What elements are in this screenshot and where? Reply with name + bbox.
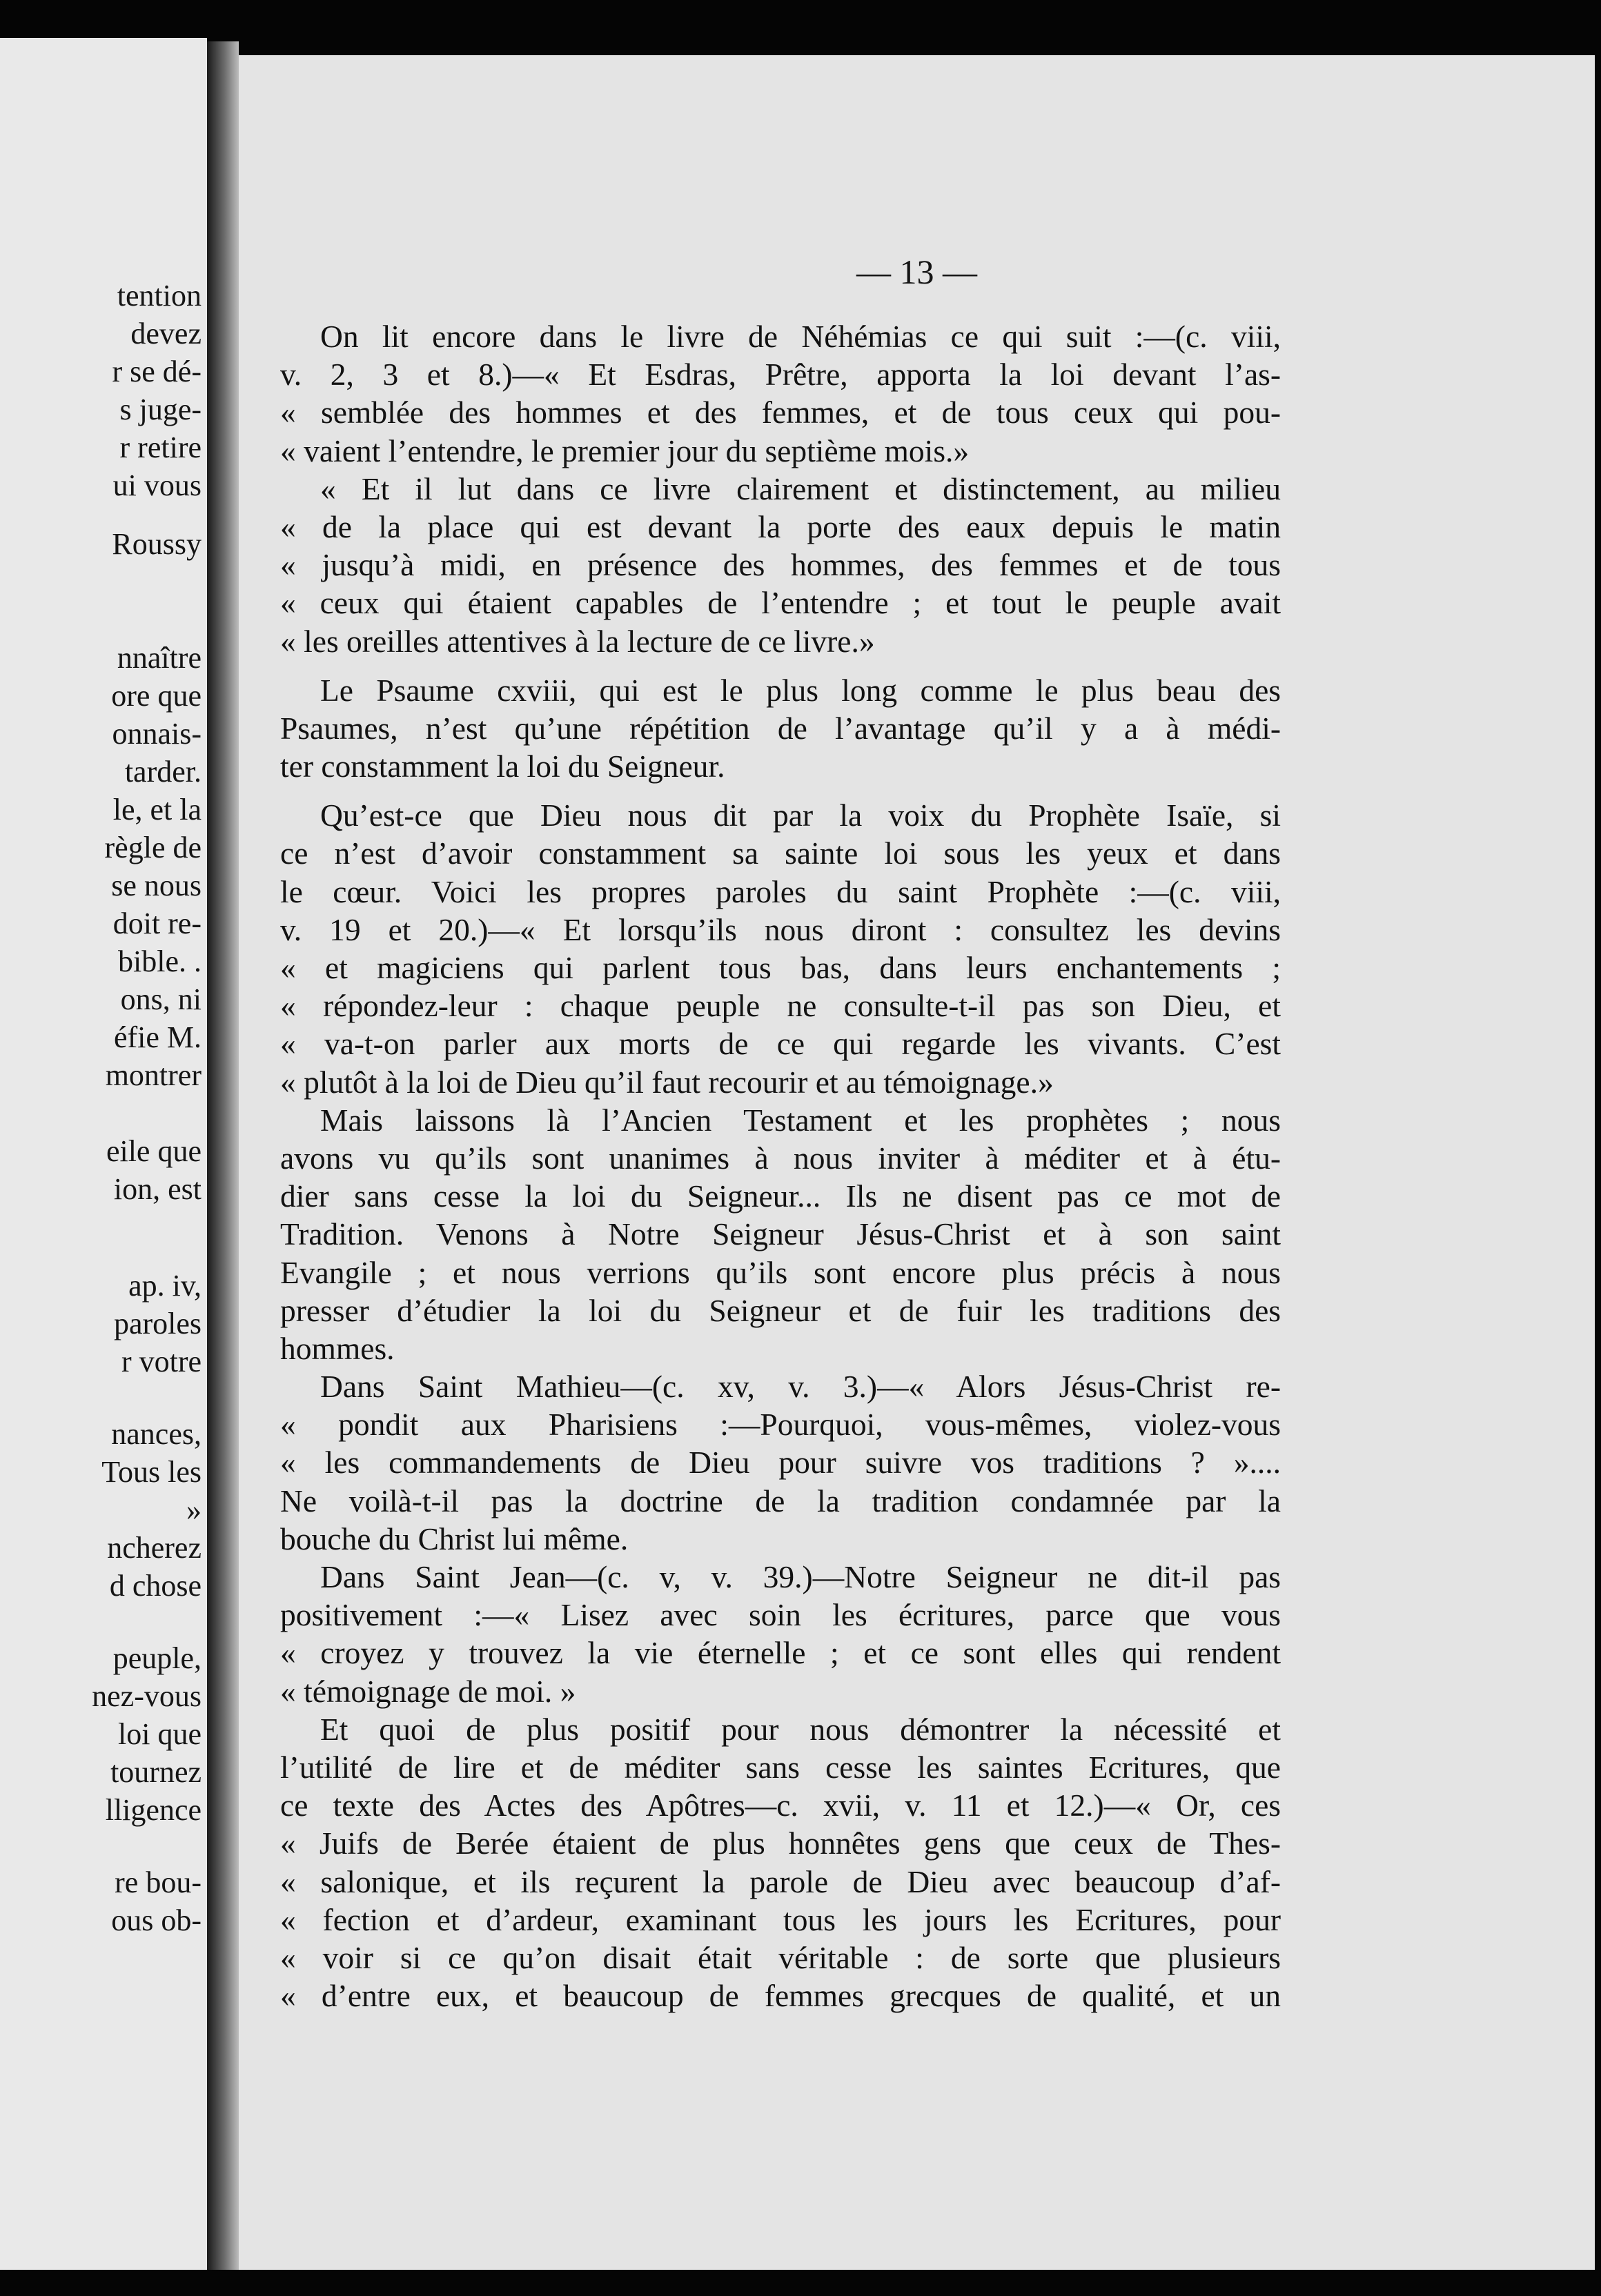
left-page-line: nances,: [111, 1417, 202, 1451]
text-line: « Et il lut dans ce livre clairement et distinctement, au milieu: [320, 471, 1281, 506]
text-line: « semblée des hommes et des femmes, et de tous ceux qui pou-: [280, 395, 1281, 430]
text-line: « jusqu’à midi, en présence des hommes, des femmes et de tous: [280, 547, 1281, 583]
left-page-edge: [0, 38, 207, 2270]
text-line: dier sans cesse la loi du Seigneur... Ils ne disent pas ce mot de: [280, 1178, 1281, 1214]
left-page-line: r retire: [119, 430, 202, 464]
text-line: ce n’est d’avoir constamment sa sainte loi sous les yeux et dans: [280, 835, 1281, 871]
text-line: l’utilité de lire et de méditer sans cesse les saintes Ecritures, que: [280, 1749, 1281, 1785]
text-line: « croyez y trouvez la vie éternelle ; et ce sont elles qui rendent: [280, 1635, 1281, 1671]
left-page-line: éfie M.: [113, 1020, 202, 1054]
left-page-line: tournez: [110, 1755, 202, 1789]
left-page-line: Tous les: [101, 1455, 202, 1489]
left-page-line: montrer: [105, 1058, 202, 1092]
text-line: avons vu qu’ils sont unanimes à nous inviter à méditer et à étu-: [280, 1140, 1281, 1176]
text-line: ter constamment la loi du Seigneur.: [280, 749, 725, 784]
text-line: Evangile ; et nous verrions qu’ils sont encore plus précis à nous: [280, 1254, 1281, 1290]
left-page-line: ore que: [111, 679, 202, 713]
text-line: « salonique, et ils reçurent la parole de Dieu avec beaucoup d’af-: [280, 1863, 1281, 1899]
left-page-line: ion, est: [113, 1172, 202, 1206]
left-page-line: loi que: [118, 1717, 202, 1751]
text-line: « et magiciens qui parlent tous bas, dans leurs enchantements ;: [280, 950, 1281, 985]
left-page-line: ap. iv,: [128, 1269, 202, 1303]
text-line: « les commandements de Dieu pour suivre vos traditions ? »....: [280, 1445, 1281, 1481]
left-page-line: se nous: [111, 869, 202, 902]
scan-bottom-edge: [207, 2270, 1601, 2296]
left-page-line: peuple,: [112, 1641, 202, 1675]
left-page-line: ons, ni: [120, 982, 202, 1016]
page-number: — 13 —: [856, 253, 977, 291]
left-page-line: ncherez: [107, 1531, 202, 1565]
text-line: v. 2, 3 et 8.)—« Et Esdras, Prêtre, apporta la loi devant l’as-: [280, 357, 1281, 393]
text-line: presser d’étudier la loi du Seigneur et de fuir les traditions des: [280, 1292, 1281, 1328]
left-page-line: tarder.: [124, 755, 202, 789]
text-line: Dans Saint Jean—(c. v, v. 39.)—Notre Seigneur ne dit-il pas: [320, 1559, 1281, 1594]
text-line: « va-t-on parler aux morts de ce qui regarde les vivants. C’est: [280, 1026, 1281, 1062]
text-line: bouche du Christ lui même.: [280, 1521, 629, 1556]
text-line: Dans Saint Mathieu—(c. xv, v. 3.)—« Alors Jésus-Christ re-: [320, 1369, 1281, 1405]
left-page-line: ui vous: [112, 468, 202, 502]
text-line: « plutôt à la loi de Dieu qu’il faut recourir et au témoignage.»: [280, 1064, 1054, 1100]
text-line: « Juifs de Berée étaient de plus honnêtes gens que ceux de Thes-: [280, 1825, 1281, 1861]
text-line: On lit encore dans le livre de Néhémias ce qui suit :—(c. viii,: [320, 319, 1281, 354]
text-line: le cœur. Voici les propres paroles du saint Prophète :—(c. viii,: [280, 873, 1281, 909]
left-page-line: ous ob-: [111, 1903, 202, 1937]
left-page-line: paroles: [113, 1307, 202, 1340]
left-page-line: lligence: [105, 1793, 202, 1827]
text-line: positivement :—« Lisez avec soin les écritures, parce que vous: [280, 1597, 1281, 1633]
text-line: hommes.: [280, 1330, 395, 1366]
left-page-line: r se dé-: [112, 355, 202, 388]
left-page-line: nez-vous: [92, 1679, 202, 1713]
text-line: ce texte des Actes des Apôtres—c. xvii, v. 11 et 12.)—« Or, ces: [280, 1788, 1281, 1823]
text-line: « voir si ce qu’on disait était véritable : de sorte que plusieurs: [280, 1939, 1281, 1975]
text-line: Tradition. Venons à Notre Seigneur Jésus-Christ et à son saint: [280, 1216, 1281, 1252]
left-page-line: tention: [117, 279, 202, 313]
left-page-line: eile que: [106, 1134, 202, 1168]
binding-gutter: [207, 41, 239, 2277]
text-line: Qu’est-ce que Dieu nous dit par la voix du Prophète Isaïe, si: [320, 798, 1281, 833]
left-page-line: d chose: [109, 1569, 202, 1603]
text-line: Et quoi de plus positif pour nous démontrer la nécessité et: [320, 1711, 1281, 1747]
text-line: v. 19 et 20.)—« Et lorsqu’ils nous diront : consultez les devins: [280, 911, 1281, 947]
left-page-line: règle de: [104, 831, 202, 864]
text-line: « d’entre eux, et beaucoup de femmes grecques de qualité, et un: [280, 1978, 1281, 2014]
text-line: « répondez-leur : chaque peuple ne consulte-t-il pas son Dieu, et: [280, 988, 1281, 1024]
left-page-line: Roussy: [112, 527, 202, 561]
left-page-line: devez: [130, 317, 202, 350]
left-page-line: le, et la: [112, 793, 202, 827]
text-line: « témoignage de moi. »: [280, 1673, 576, 1709]
left-page-line: doit re-: [112, 907, 202, 940]
text-line: « vaient l’entendre, le premier jour du septième mois.»: [280, 433, 970, 468]
text-line: Le Psaume cxviii, qui est le plus long comme le plus beau des: [320, 672, 1281, 708]
text-line: « fection et d’ardeur, examinant tous les jours les Ecritures, pour: [280, 1901, 1281, 1937]
text-line: Psaumes, n’est qu’une répétition de l’avantage qu’il y a à médi-: [280, 710, 1281, 746]
body-text: [280, 317, 1281, 2084]
left-page-line: r votre: [121, 1345, 202, 1378]
left-page-line: s juge-: [119, 393, 202, 426]
text-line: Ne voilà-t-il pas la doctrine de la tradition condamnée par la: [280, 1483, 1281, 1518]
left-page-line: onnais-: [112, 717, 202, 751]
text-line: « les oreilles attentives à la lecture de ce livre.»: [280, 623, 875, 659]
left-page-line: bible. .: [118, 944, 202, 978]
left-page-line: »: [186, 1493, 202, 1527]
text-line: « de la place qui est devant la porte des eaux depuis le matin: [280, 508, 1281, 544]
main-page: [239, 55, 1595, 2270]
text-line: « ceux qui étaient capables de l’entendre ; et tout le peuple avait: [280, 585, 1281, 621]
text-line: « pondit aux Pharisiens :—Pourquoi, vous-mêmes, violez-vous: [280, 1407, 1281, 1443]
left-page-line: re bou-: [115, 1866, 202, 1899]
left-page-line: nnaître: [117, 641, 202, 675]
text-line: Mais laissons là l’Ancien Testament et les prophètes ; nous: [320, 1102, 1281, 1138]
